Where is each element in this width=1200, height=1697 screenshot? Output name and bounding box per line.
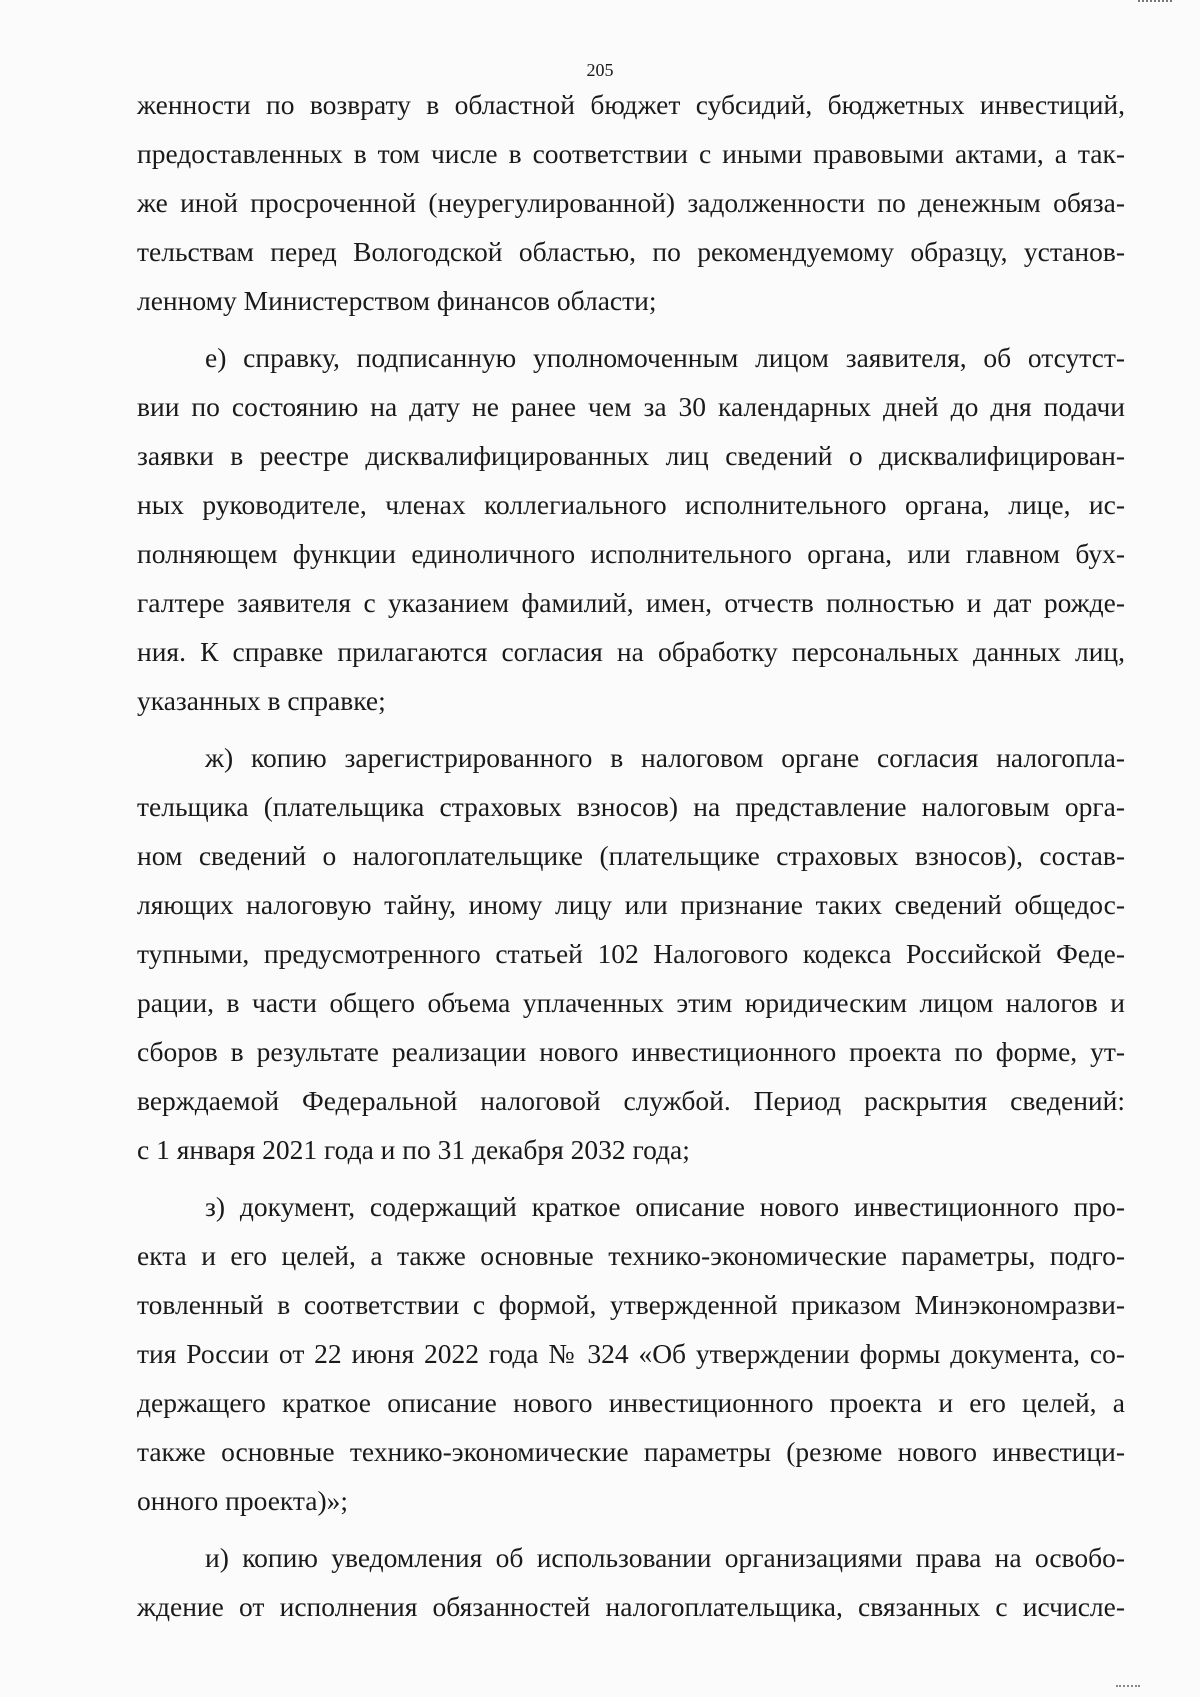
text-line: ных руководителе, членах коллегиального исполнительного органа, лице, ис-	[137, 489, 1125, 520]
text-line: онного проекта)»;	[137, 1485, 349, 1516]
text-line: держащего краткое описание нового инвестиционного проекта и его целей, а	[137, 1387, 1125, 1418]
text-line: с 1 января 2021 года и по 31 декабря 2032 года;	[137, 1134, 690, 1165]
scan-artifact-top	[1138, 0, 1172, 5]
text-line: же иной просроченной (неурегулированной) задолженности по денежным обяза-	[137, 187, 1125, 218]
text-line: ном сведений о налогоплательщике (плательщике страховых взносов), состав-	[137, 840, 1125, 871]
text-line: вии по состоянию на дату не ранее чем за 30 календарных дней до дня подачи	[137, 391, 1125, 422]
text-line: предоставленных в том числе в соответствии с иными правовыми актами, а так-	[137, 138, 1125, 169]
text-line: ждение от исполнения обязанностей налогоплательщика, связанных с исчисле-	[137, 1591, 1125, 1622]
text-line: тия России от 22 июня 2022 года № 324 «Об утверждении формы документа, со-	[137, 1338, 1125, 1369]
body-text	[137, 80, 1125, 1631]
text-line: тельщика (плательщика страховых взносов) на представление налоговым орга-	[137, 791, 1125, 822]
item-zh-first-line: ж) копию зарегистрированного в налоговом органе согласия налогопла-	[205, 742, 1125, 773]
text-line: заявки в реестре дисквалифицированных лиц сведений о дисквалифицирован-	[137, 440, 1125, 471]
text-line: ленному Министерством финансов области;	[137, 285, 657, 316]
text-line: ляющих налоговую тайну, иному лицу или признание таких сведений общедос-	[137, 889, 1125, 920]
text-line: ния. К справке прилагаются согласия на обработку персональных данных лиц,	[137, 636, 1125, 667]
scan-artifact-bottom	[1116, 1679, 1140, 1687]
text-line: галтере заявителя с указанием фамилий, имен, отчеств полностью и дат рожде-	[137, 587, 1125, 618]
item-i-first-line: и) копию уведомления об использовании организациями права на освобо-	[205, 1542, 1125, 1573]
text-line: тельствам перед Вологодской областью, по рекомендуемому образцу, установ-	[137, 236, 1125, 267]
text-line: женности по возврату в областной бюджет субсидий, бюджетных инвестиций,	[137, 89, 1125, 120]
text-line: верждаемой Федеральной налоговой службой. Период раскрытия сведений:	[137, 1085, 1125, 1116]
page-number: 205	[586, 60, 614, 80]
text-line: тупными, предусмотренного статьей 102 Налогового кодекса Российской Феде-	[137, 938, 1125, 969]
text-line: товленный в соответствии с формой, утвержденной приказом Минэкономразви-	[137, 1289, 1125, 1320]
text-line: полняющем функции единоличного исполнительного органа, или главном бух-	[137, 538, 1125, 569]
text-line: рации, в части общего объема уплаченных этим юридическим лицом налогов и	[137, 987, 1125, 1018]
text-line: также основные технико-экономические параметры (резюме нового инвестици-	[137, 1436, 1125, 1467]
text-line: екта и его целей, а также основные технико-экономические параметры, подго-	[137, 1240, 1125, 1271]
text-line: указанных в справке;	[137, 685, 386, 716]
item-e-first-line: е) справку, подписанную уполномоченным лицом заявителя, об отсутст-	[205, 342, 1125, 373]
text-line: сборов в результате реализации нового инвестиционного проекта по форме, ут-	[137, 1036, 1125, 1067]
item-z-first-line: з) документ, содержащий краткое описание нового инвестиционного про-	[205, 1191, 1125, 1222]
